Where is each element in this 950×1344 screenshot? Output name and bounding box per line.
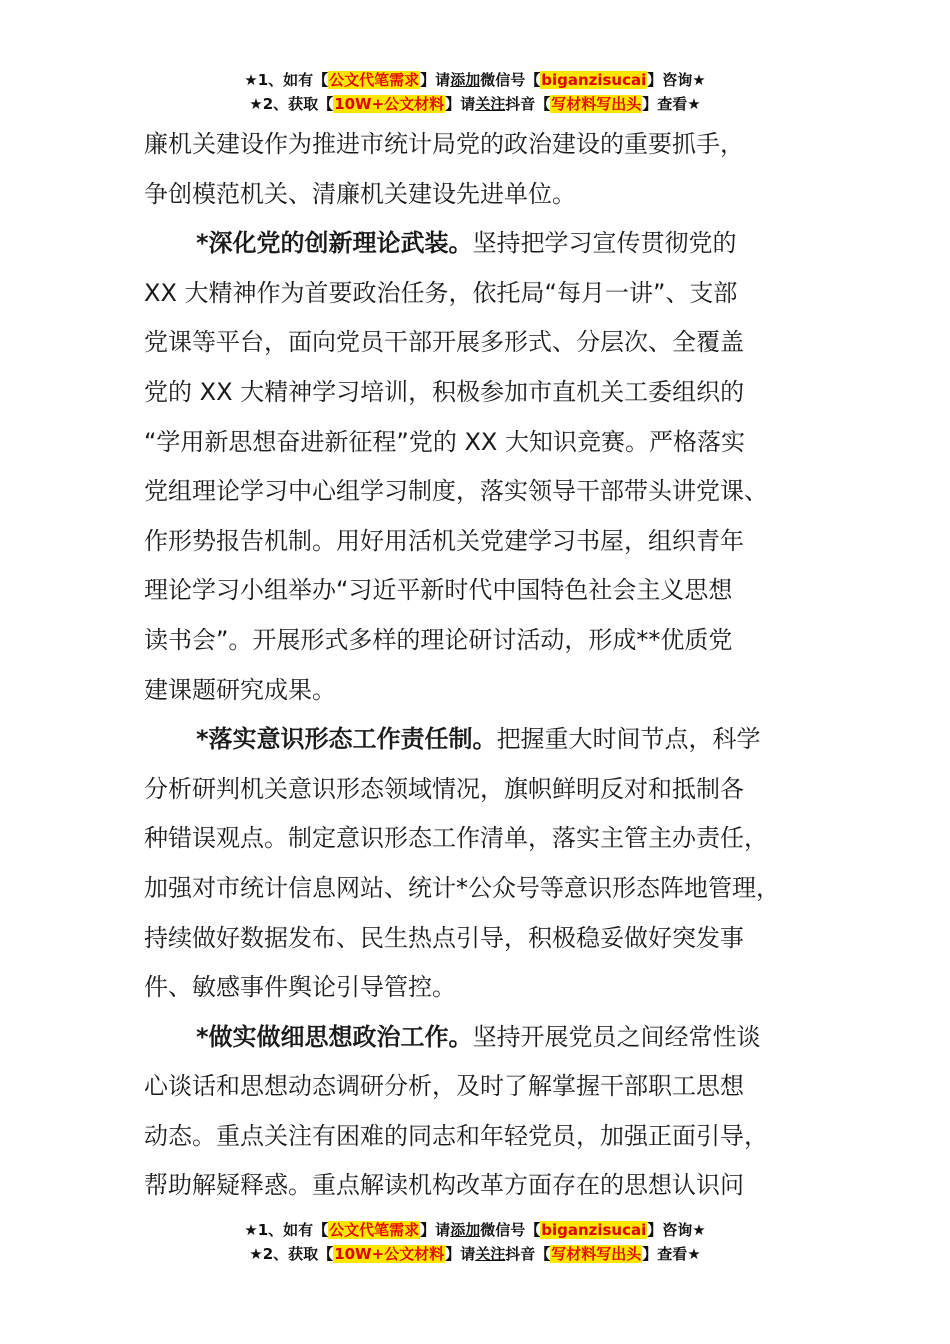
paragraph-first-line [144,219,824,269]
banner-highlight-materials: 10W+公文材料 [334,1245,445,1263]
banner-text: ★1、如有【 [244,1221,329,1239]
section-heading-theory: *深化党的创新理论武装。 [196,229,473,258]
banner-text: 】查看★ [642,95,701,113]
banner-text: 】请 [420,1221,451,1239]
footer-banner [0,1218,950,1266]
body-line: 种错误观点。制定意识形态工作清单，落实主管主办责任， [144,824,768,853]
body-line: 帮助解疑释惑。重点解读机构改革方面存在的思想认识问 [144,1171,744,1200]
body-line: 建课题研究成果。 [144,675,336,704]
body-line: 理论学习小组举办“习近平新时代中国特色社会主义思想 [144,576,733,605]
banner-underline-follow: 关注 [475,1245,506,1263]
banner-text: 抖音【 [505,95,551,113]
banner-underline-follow: 关注 [475,95,506,113]
body-line: XX 大精神作为首要政治任务，依托局“每月一讲”、支部 [144,278,738,307]
body-line: 分析研判机关意识形态领域情况，旗帜鲜明反对和抵制各 [144,774,744,803]
banner-text: 】咨询★ [647,1221,706,1239]
banner-text: 】请 [420,71,451,89]
banner-highlight-materials: 10W+公文材料 [334,95,445,113]
body-text: 坚持开展党员之间经常性谈 [472,1022,761,1051]
banner-highlight-douyin: 写材料写出头 [551,1245,642,1263]
body-line: 加强对市统计信息网站、统计*公众号等意识形态阵地管理， [144,873,780,902]
header-banner [0,68,950,116]
banner-line-2 [0,92,950,116]
body-line: 争创模范机关、清廉机关建设先进单位。 [144,179,576,208]
banner-underline-add: 添加 [450,1221,481,1239]
banner-line-1 [0,68,950,92]
banner-line-2 [0,1242,950,1266]
body-line: 读书会”。开展形式多样的理论研讨活动，形成**优质党 [144,625,733,654]
banner-line-1 [0,1218,950,1242]
body-line: 持续做好数据发布、民生热点引导，积极稳妥做好突发事 [144,923,744,952]
banner-text: 】请 [445,95,476,113]
body-line: 党的 XX 大精神学习培训，积极参加市直机关工委组织的 [144,377,745,406]
banner-text: ★2、获取【 [249,95,334,113]
body-line: 件、敏感事件舆论引导管控。 [144,973,456,1002]
body-line: 廉机关建设作为推进市统计局党的政治建设的重要抓手， [144,130,744,158]
section-heading-political-work: *做实做细思想政治工作。 [196,1022,473,1051]
banner-text: 微信号【 [480,1221,541,1239]
body-line: 心谈话和思想动态调研分析，及时了解掌握干部职工思想 [144,1072,744,1101]
banner-text: 】咨询★ [647,71,706,89]
document-body [144,120,824,1211]
banner-text: 】请 [445,1245,476,1263]
body-line: 动态。重点关注有困难的同志和年轻党员，加强正面引导， [144,1121,768,1150]
banner-highlight-service: 公文代笔需求 [329,1221,420,1239]
banner-highlight-douyin: 写材料写出头 [551,95,642,113]
paragraph-first-line [144,1013,824,1063]
banner-highlight-service: 公文代笔需求 [329,71,420,89]
banner-text: 抖音【 [505,1245,551,1263]
banner-text: ★2、获取【 [249,1245,334,1263]
banner-highlight-wechat-id: biganzisucai [541,1221,647,1239]
banner-text: 微信号【 [480,71,541,89]
body-line: 作形势报告机制。用好用活机关党建学习书屋，组织青年 [144,526,744,555]
body-line: 党组理论学习中心组学习制度，落实领导干部带头讲党课、 [144,477,768,506]
body-line: “学用新思想奋进新征程”党的 XX 大知识竞赛。严格落实 [144,427,746,456]
body-text: 把握重大时间节点，科学 [496,725,761,754]
body-line: 党课等平台，面向党员干部开展多形式、分层次、全覆盖 [144,328,744,357]
paragraph-first-line [144,715,824,765]
banner-text: ★1、如有【 [244,71,329,89]
banner-text: 】查看★ [642,1245,701,1263]
banner-highlight-wechat-id: biganzisucai [541,71,647,89]
body-text: 坚持把学习宣传贯彻党的 [472,229,737,258]
section-heading-ideology: *落实意识形态工作责任制。 [196,725,497,754]
banner-underline-add: 添加 [450,71,481,89]
